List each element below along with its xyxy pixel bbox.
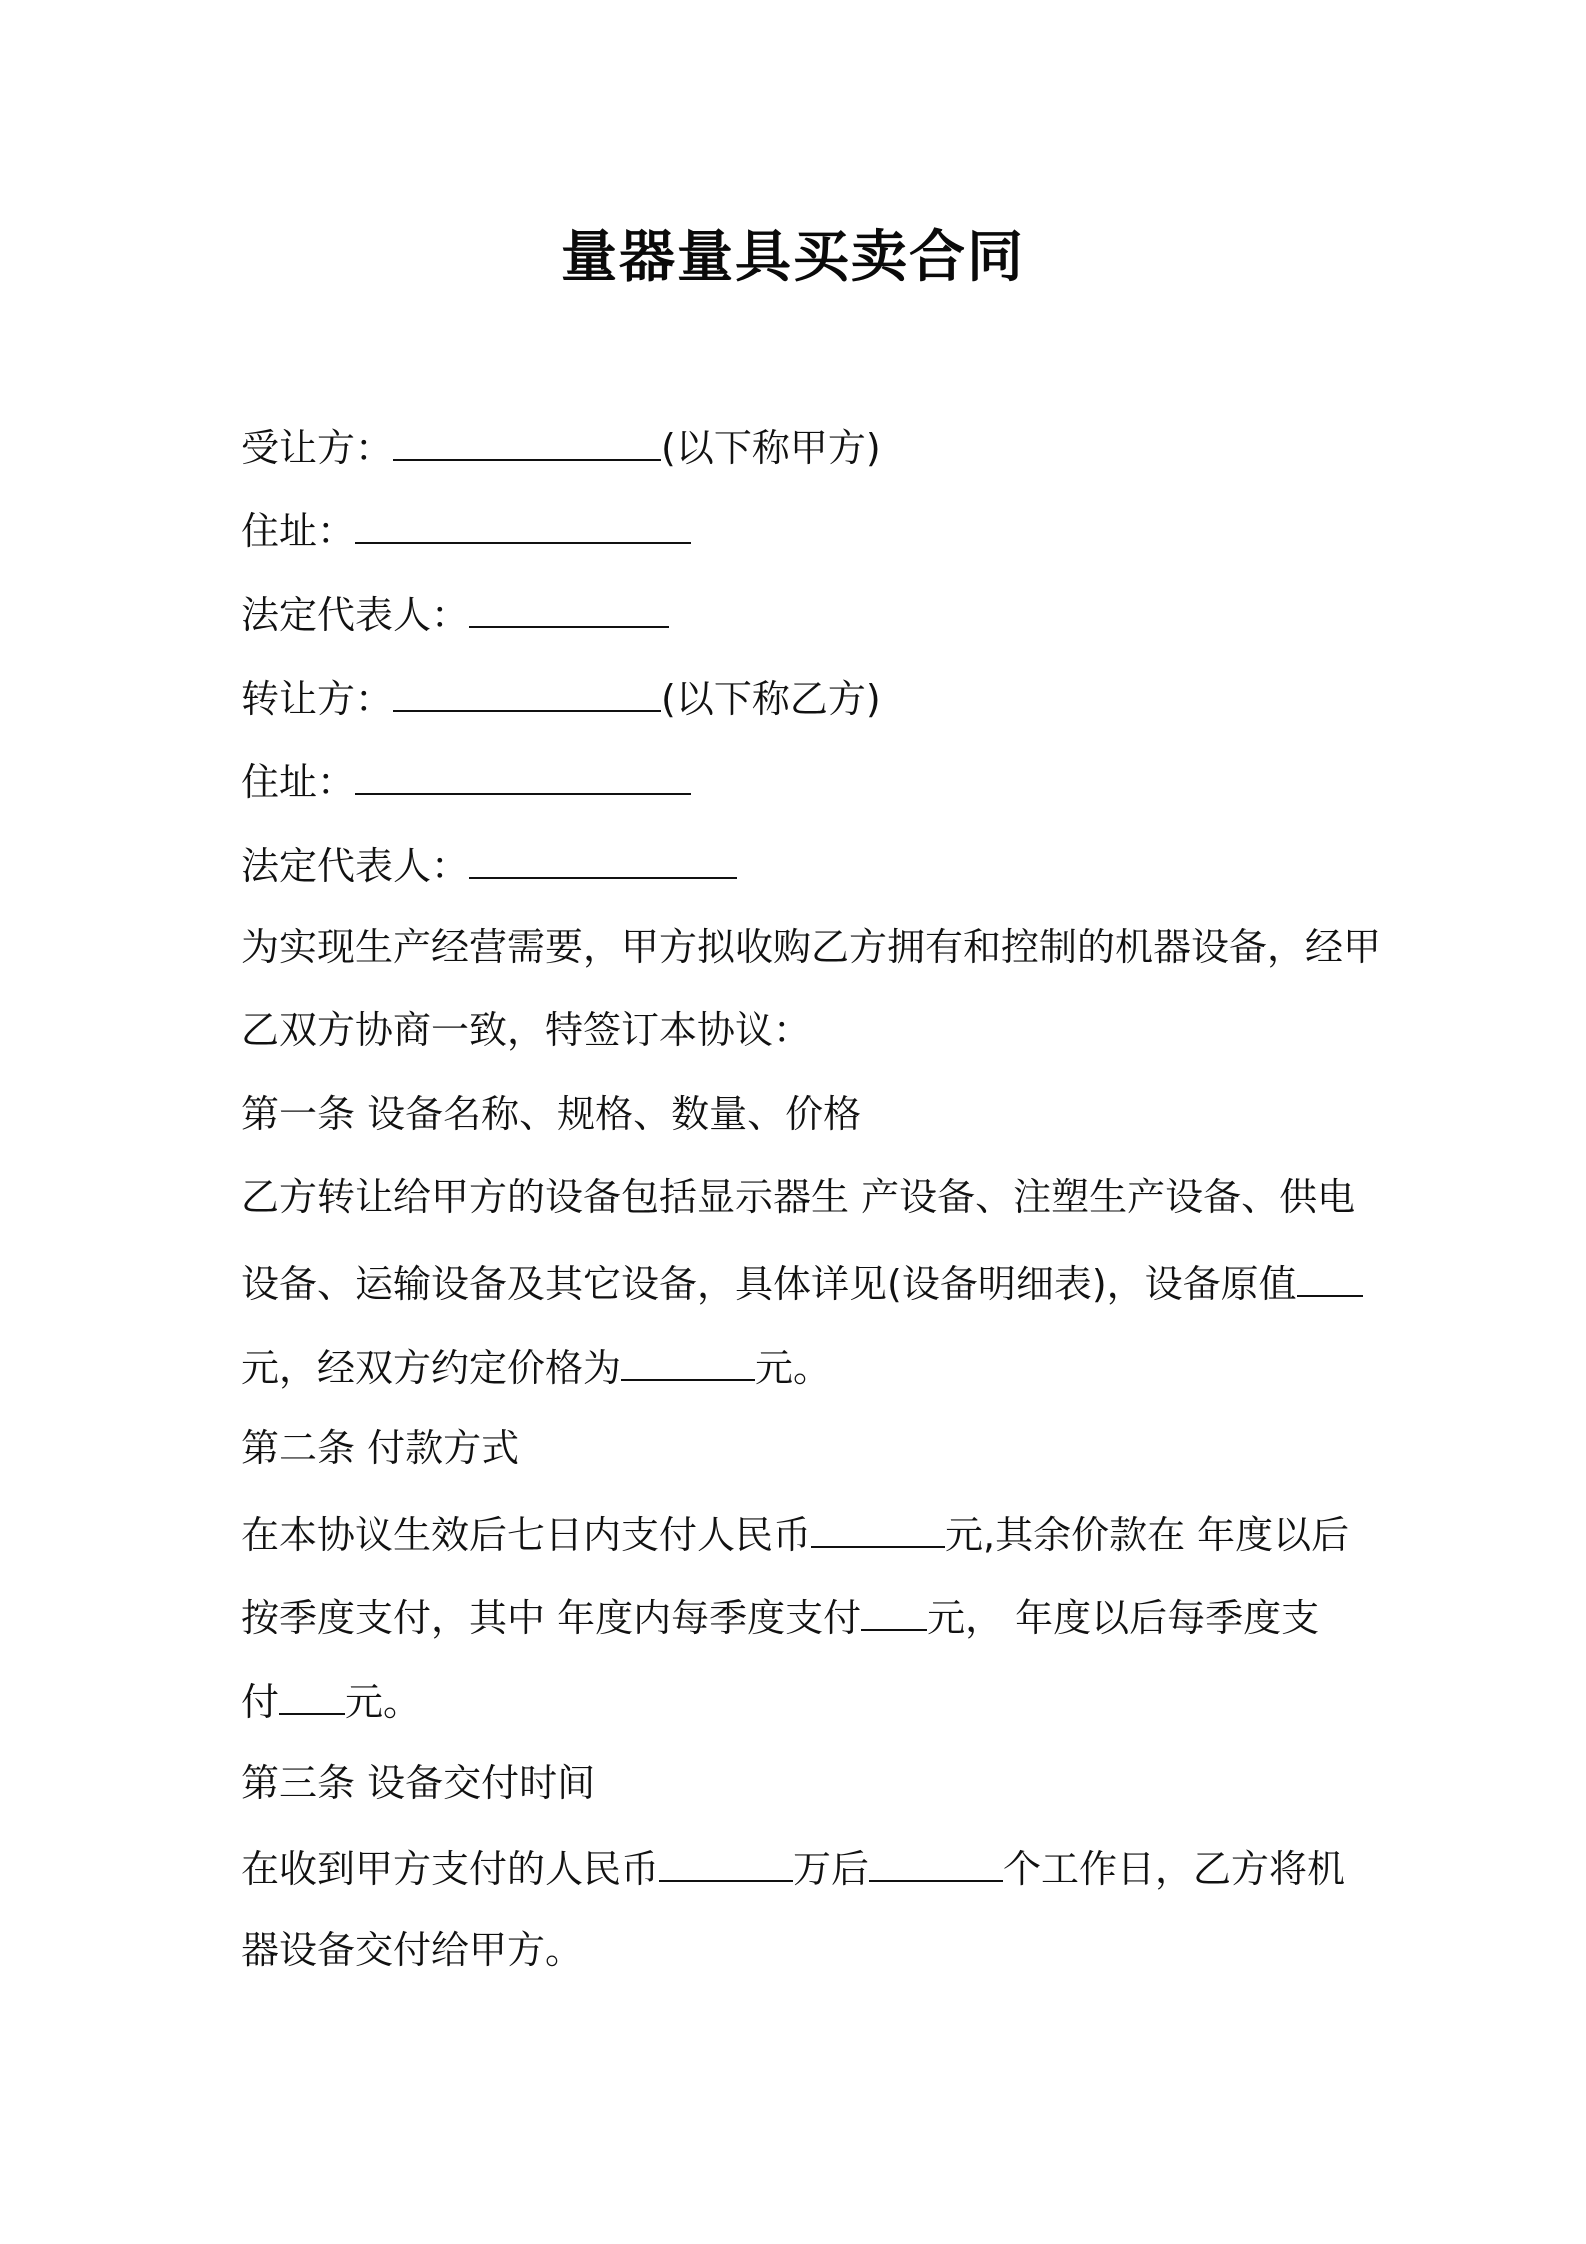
later-quarterly-payment-blank[interactable]: [279, 1669, 345, 1715]
article1-line-3-b: 元。: [755, 1346, 832, 1390]
seller-name-blank[interactable]: [393, 666, 661, 712]
seller-rep-label: 法定代表人：: [241, 844, 470, 888]
article3-heading: 第三条 设备交付时间: [241, 1761, 596, 1805]
seller-line: [241, 666, 881, 726]
article2-line-3-a: 付: [241, 1680, 280, 1724]
buyer-suffix: (以下称甲方): [661, 426, 881, 470]
intro-line-2: 乙双方协商一致，特签订本协议：: [241, 1008, 812, 1052]
article2-line-3-b: 元。: [345, 1680, 422, 1724]
buyer-address-blank[interactable]: [355, 498, 691, 544]
article1-line-2: [241, 1251, 1363, 1311]
article2-line-3: [241, 1669, 421, 1729]
article2-line-2-a: 按季度支付，其中 年度内每季度支付: [241, 1596, 862, 1640]
buyer-label: 受让方：: [241, 426, 394, 470]
buyer-rep-line: [241, 582, 669, 642]
intro-line-1: 为实现生产经营需要，甲方拟收购乙方拥有和控制的机器设备，经甲: [241, 925, 1382, 969]
article2-heading: 第二条 付款方式: [241, 1426, 520, 1470]
buyer-line: [241, 415, 881, 475]
article3-line-1-c: 个工作日，乙方将机: [1003, 1847, 1346, 1891]
article1-heading: 第一条 设备名称、规格、数量、价格: [241, 1092, 862, 1136]
article2-line-1-a: 在本协议生效后七日内支付人民币: [241, 1513, 812, 1557]
article1-line-3-a: 元，经双方约定价格为: [241, 1346, 622, 1390]
working-days-blank[interactable]: [869, 1836, 1003, 1882]
buyer-rep-label: 法定代表人：: [241, 593, 470, 637]
article3-line-1-a: 在收到甲方支付的人民币: [241, 1847, 660, 1891]
seller-rep-blank[interactable]: [469, 833, 737, 879]
first-payment-blank[interactable]: [811, 1502, 945, 1548]
quarterly-payment-blank[interactable]: [861, 1585, 927, 1631]
document-title: 量器量具买卖合同: [561, 225, 1025, 290]
seller-address-line: [241, 749, 691, 809]
seller-rep-line: [241, 833, 737, 893]
article2-line-1: [241, 1502, 1349, 1562]
article3-line-1-b: 万后: [793, 1847, 870, 1891]
seller-suffix: (以下称乙方): [661, 677, 881, 721]
buyer-rep-blank[interactable]: [469, 582, 669, 628]
article1-line-2-text: 设备、运输设备及其它设备，具体详见(设备明细表)，设备原值: [241, 1262, 1297, 1306]
delivery-amount-blank[interactable]: [659, 1836, 793, 1882]
seller-address-label: 住址：: [241, 760, 356, 804]
original-value-blank[interactable]: [1297, 1251, 1363, 1297]
agreed-price-blank[interactable]: [621, 1335, 755, 1381]
article1-line-1: 乙方转让给甲方的设备包括显示器生 产设备、注塑生产设备、供电: [241, 1175, 1356, 1219]
article2-line-2-b: 元， 年度以后每季度支: [927, 1596, 1320, 1640]
buyer-name-blank[interactable]: [393, 415, 661, 461]
article2-line-1-b: 元,其余价款在 年度以后: [945, 1513, 1350, 1557]
article3-line-1: [241, 1836, 1345, 1896]
buyer-address-line: [241, 498, 691, 558]
article1-line-3: [241, 1335, 831, 1395]
article2-line-2: [241, 1585, 1319, 1645]
article3-line-2: 器设备交付给甲方。: [241, 1928, 584, 1972]
seller-address-blank[interactable]: [355, 749, 691, 795]
buyer-address-label: 住址：: [241, 509, 356, 553]
seller-label: 转让方：: [241, 677, 394, 721]
